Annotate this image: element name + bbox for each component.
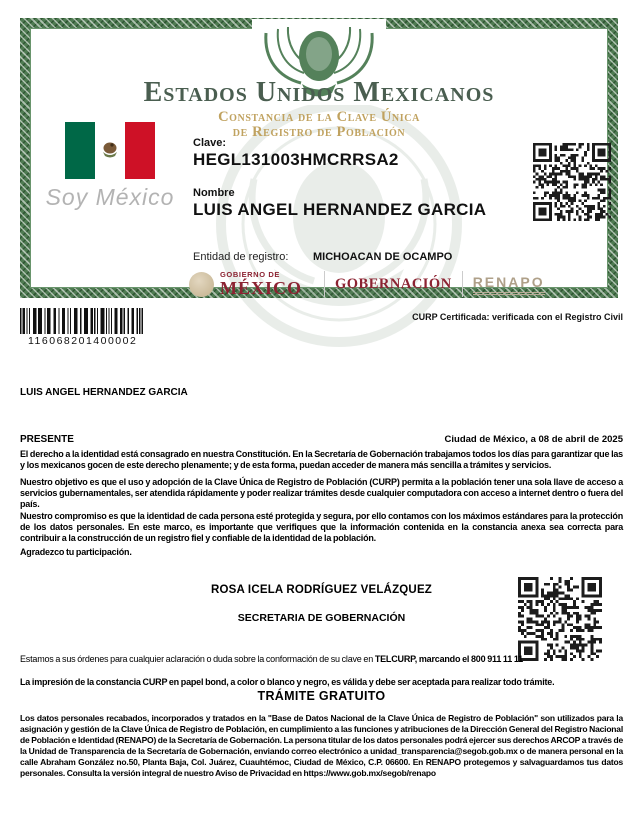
privacy-notice: Los datos personales recabados, incorporados y tratados en la "Base de Datos Nacional de la Clave Única de Registro de Población" son utilizados para la asignación y gestión de la Clave Única de Registro de Población, en cumplimiento a las funciones y atribuciones de la Dirección General del Registro Nacional de Población e Identidad (RENAPO) de la Secretaría de Gobernación. La persona titular de los datos personales podrá ejercer sus derechos ARCOP a través de la Unidad de Transparencia de la Secretaría de Gobernación, enviando correo electrónico a unidad_transparencia@segob.gob.mx o de manera personal en la calle Abraham González no.50, Planta Baja, Col. Juárez, Cuauhtémoc, Ciudad de México, C.P. 06600. En RENAPO protegemos y salvaguardamos tus datos personales. Consulta la versión integral de nuestro Aviso de Privacidad en https://www.gob.mx/segob/renapo (20, 713, 623, 778)
country-title: Estados Unidos Mexicanos (143, 77, 495, 108)
doc-title-line2: de Registro de Población (232, 124, 406, 140)
renapo-logo: RENAPO (473, 274, 545, 295)
logo-divider (462, 271, 463, 297)
free-procedure-notice: TRÁMITE GRATUITO (257, 689, 386, 703)
clave-label: Clave: (193, 137, 227, 149)
contact-phone: TELCURP, marcando el 800 911 11 11 (374, 654, 523, 664)
barcode (20, 308, 148, 334)
validity-note: La impresión de la constancia CURP en papel bond, a color o blanco y negro, es válida y debe ser aceptada para realizar todo trámite. (20, 677, 555, 687)
curp-card-inner (30, 28, 608, 299)
nombre-label: Nombre (193, 187, 235, 199)
letter-addressee: LUIS ANGEL HERNANDEZ GARCIA (20, 387, 188, 398)
clave-value: HEGL131003HMCRRSA2 (193, 150, 399, 169)
signer-name: ROSA ICELA RODRÍGUEZ VELÁZQUEZ (210, 584, 433, 596)
gobernacion-logo: GOBERNACIÓN (335, 275, 452, 292)
letter-closing: Agradezco tu participación. (20, 547, 132, 557)
gobierno-logo-line1: GOBIERNO DE (220, 269, 280, 279)
letter-presente: PRESENTE (20, 434, 74, 445)
verification-qr-code (518, 577, 602, 661)
entidad-value: MICHOACAN DE OCAMPO (313, 251, 453, 263)
doc-title-line1: Constancia de la Clave Única (218, 109, 420, 125)
entidad-label: Entidad de registro: (193, 251, 289, 263)
curp-card (20, 18, 618, 298)
signer-title: SECRETARIA DE GOBERNACIÓN (237, 612, 406, 624)
letter-dateline: Ciudad de México, a 08 de abril de 2025 (444, 434, 623, 445)
flag-caption: Soy México (45, 184, 175, 210)
gobierno-de-mexico-logo (220, 271, 302, 298)
barcode-number: 116068201400002 (28, 335, 138, 347)
contact-line (20, 654, 623, 665)
letter-paragraph-1: El derecho a la identidad está consagrado en nuestra Constitución. En la Secretaría de Gobernación trabajamos todos los días para garantizar que las y los mexicanos gocen de este derecho plenamente; y de esta forma, puedan acceder de manera más sencilla a trámites y servicios. (20, 449, 623, 470)
card-qr-code (533, 143, 611, 221)
contact-text: Estamos a sus órdenes para cualquier aclaración o duda sobre la conformación de su clave en (20, 654, 375, 664)
logo-divider (324, 271, 325, 297)
gobierno-seal-icon (189, 272, 214, 297)
mexico-flag-icon (65, 122, 155, 179)
letter-paragraph-2: Nuestro objetivo es que el uso y adopción de la Clave Única de Registro de Población (CURP) permita a la población tener una sola llave de acceso a servicios gubernamentales, ser atendida rápidamente y poder realizar trámites desde cualquier computadora con acceso a internet dentro o fuera del país. (20, 477, 623, 509)
certification-note: CURP Certificada: verificada con el Registro Civil (412, 312, 623, 322)
institutional-logos (189, 267, 545, 301)
letter-paragraph-3: Nuestro compromiso es que la identidad de cada persona esté protegida y segura, por ello contamos con los máximos estándares para la protección de los datos personales. En este marco, es importante que verifiques que la información contenida en la constancia anexa sea correcta para contribuir a la construcción de un registro fiel y confiable de la identidad de la población. (20, 511, 623, 543)
gobierno-logo-line2: MÉXICO (220, 278, 302, 299)
nombre-value: LUIS ANGEL HERNANDEZ GARCIA (193, 200, 487, 219)
